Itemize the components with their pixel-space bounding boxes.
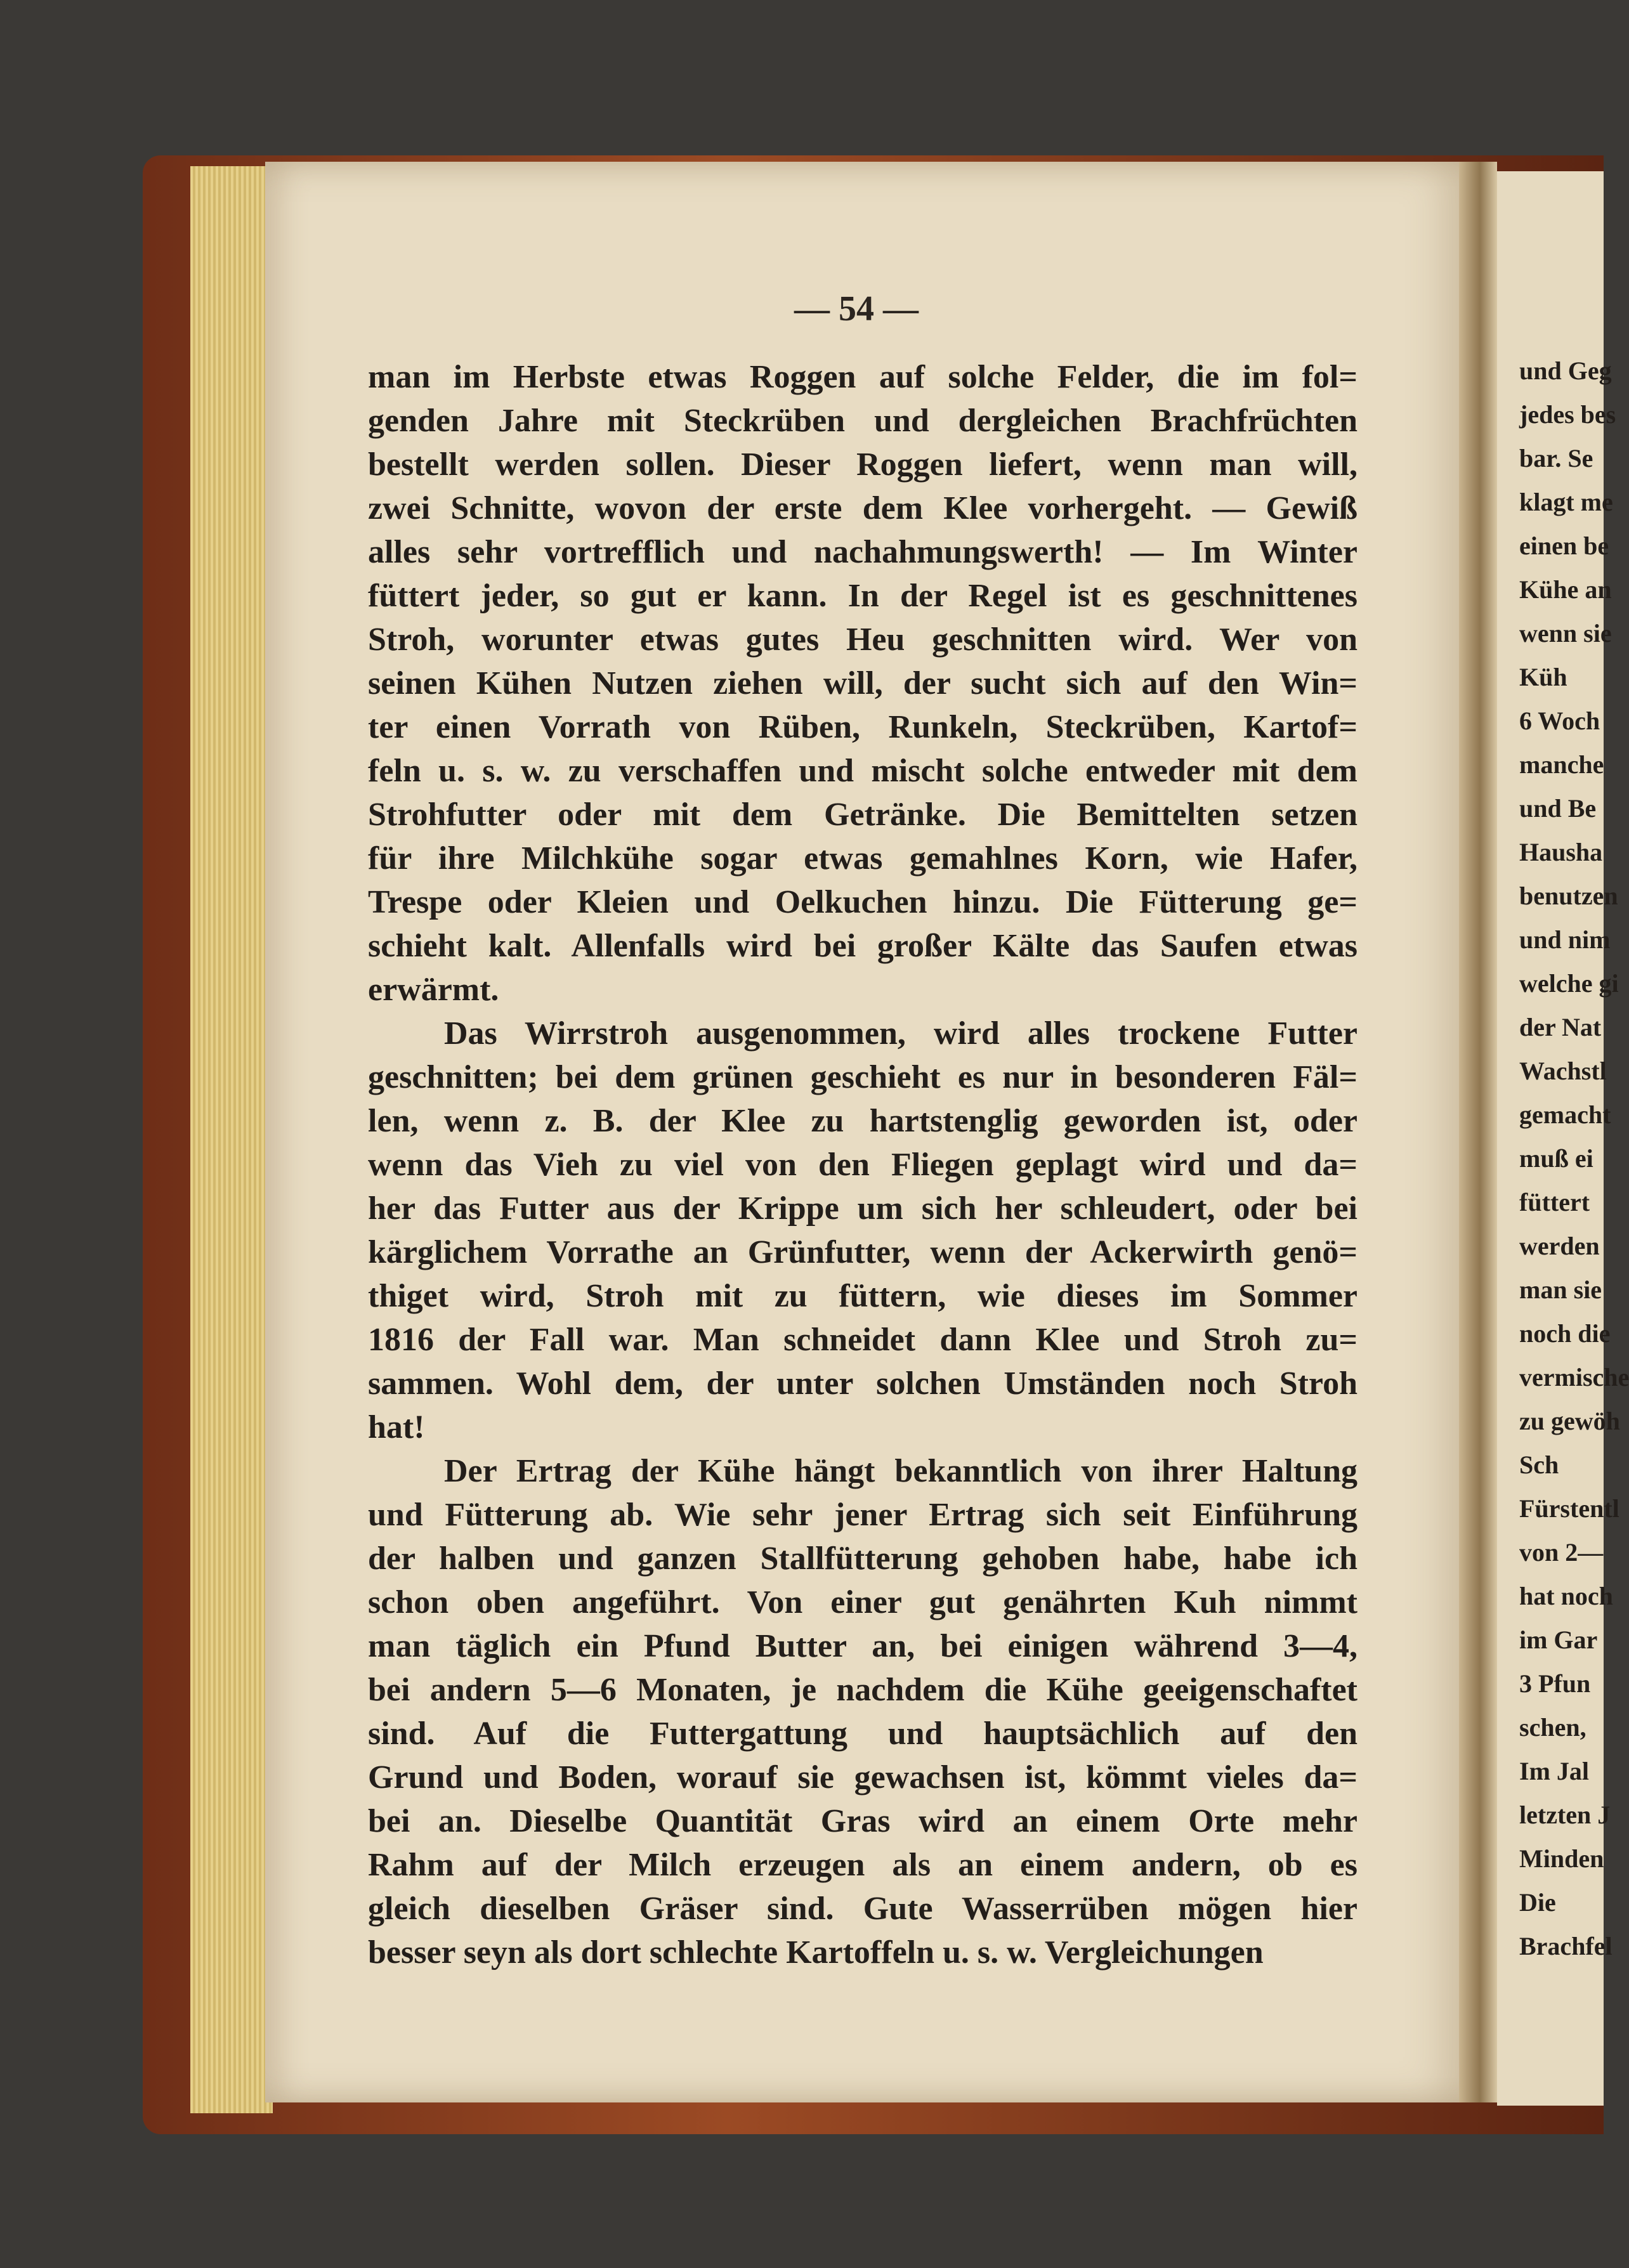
text-line: schieht kalt. Allenfalls wird bei großer Kälte das Saufen etwas (368, 928, 1358, 964)
page-edges (190, 166, 273, 2113)
text-line: alles sehr vortrefflich und nachahmungswerth! — Im Winter (368, 534, 1358, 570)
text-line: Stroh, worunter etwas gutes Heu geschnitten wird. Wer von (368, 622, 1358, 658)
facing-page-line: jedes bes (1519, 400, 1616, 429)
book-gutter (1459, 162, 1497, 2102)
facing-page-line: Wachstl (1519, 1057, 1607, 1085)
facing-page-line: von 2— (1519, 1538, 1604, 1567)
facing-page-line: vermische (1519, 1363, 1629, 1391)
text-line: besser seyn als dort schlechte Kartoffeln u. s. w. Vergleichungen (368, 1934, 1264, 1971)
text-line: man im Herbste etwas Roggen auf solche Felder, die im fol= (368, 359, 1358, 395)
facing-page-line: einen be (1519, 531, 1609, 560)
text-line: bei andern 5—6 Monaten, je nachdem die Kühe geeigenschaftet (368, 1672, 1358, 1708)
text-line: 1816 der Fall war. Man schneidet dann Klee und Stroh zu= (368, 1322, 1358, 1358)
text-line: wenn das Vieh zu viel von den Fliegen geplagt wird und da= (368, 1147, 1358, 1183)
text-line: Grund und Boden, worauf sie gewachsen ist, kömmt vieles da= (368, 1759, 1358, 1796)
facing-page-line: Im Jal (1519, 1757, 1589, 1785)
facing-page-line: zu gewöh (1519, 1407, 1620, 1435)
page-body-text (368, 355, 1358, 1974)
text-line: bestellt werden sollen. Dieser Roggen liefert, wenn man will, (368, 446, 1358, 483)
facing-page-line: man sie (1519, 1275, 1602, 1304)
text-line: Der Ertrag der Kühe hängt bekanntlich von ihrer Haltung (444, 1453, 1358, 1489)
facing-page-line: Küh (1519, 663, 1567, 691)
facing-page-line: manche (1519, 750, 1604, 779)
facing-page-line: und Be (1519, 794, 1597, 823)
facing-page-line: 3 Pfun (1519, 1669, 1591, 1698)
text-line: Das Wirrstroh ausgenommen, wird alles trockene Futter (444, 1015, 1358, 1052)
text-line: man täglich ein Pfund Butter an, bei einigen während 3—4, (368, 1628, 1358, 1664)
text-line: erwärmt. (368, 972, 499, 1008)
text-line: Rahm auf der Milch erzeugen als an einem andern, ob es (368, 1847, 1358, 1883)
text-line: und Fütterung ab. Wie sehr jener Ertrag sich seit Einführung (368, 1497, 1358, 1533)
text-line: für ihre Milchkühe sogar etwas gemahlnes Korn, wie Hafer, (368, 840, 1358, 877)
facing-page-line: 6 Woch (1519, 707, 1600, 735)
text-line: genden Jahre mit Steckrüben und dergleichen Brachfrüchten (368, 403, 1358, 439)
facing-page-line: Kühe an (1519, 575, 1612, 604)
facing-page-line: Fürstentl (1519, 1494, 1619, 1523)
facing-page-line: im Gar (1519, 1626, 1598, 1654)
facing-page-line: Minden (1519, 1844, 1604, 1873)
facing-page-text (1519, 349, 1629, 1968)
text-line: hat! (368, 1409, 425, 1445)
text-line: seinen Kühen Nutzen ziehen will, der sucht sich auf den Win= (368, 665, 1358, 701)
facing-page-line: Die (1519, 1888, 1556, 1917)
text-line: kärglichem Vorrathe an Grünfutter, wenn der Ackerwirth genö= (368, 1234, 1358, 1270)
facing-page-line: hat noch (1519, 1582, 1613, 1610)
text-line: füttert jeder, so gut er kann. In der Regel ist es geschnittenes (368, 578, 1358, 614)
facing-page-line: letzten J (1519, 1801, 1611, 1829)
facing-page-line: der Nat (1519, 1013, 1602, 1041)
facing-page-line: benutzen (1519, 882, 1618, 910)
facing-page-line: füttert (1519, 1188, 1590, 1216)
facing-page-line: werden (1519, 1232, 1600, 1260)
text-line: feln u. s. w. zu verschaffen und mischt solche entweder mit dem (368, 753, 1358, 789)
facing-page-line: wenn sie (1519, 619, 1612, 648)
text-line: her das Futter aus der Krippe um sich her schleudert, oder bei (368, 1190, 1358, 1227)
facing-page-line: gemacht (1519, 1100, 1611, 1129)
text-line: Strohfutter oder mit dem Getränke. Die Bemittelten setzen (368, 797, 1358, 833)
text-line: der halben und ganzen Stallfütterung gehoben habe, habe ich (368, 1541, 1358, 1577)
text-line: ter einen Vorrath von Rüben, Runkeln, Steckrüben, Kartof= (368, 709, 1358, 745)
facing-page-line: und nim (1519, 925, 1611, 954)
facing-page-line: klagt me (1519, 488, 1613, 516)
facing-page-line: welche gi (1519, 969, 1619, 998)
facing-page-line: noch die (1519, 1319, 1611, 1348)
facing-page-line: muß ei (1519, 1144, 1593, 1173)
text-line: gleich dieselben Gräser sind. Gute Wasserrüben mögen hier (368, 1891, 1358, 1927)
page-number: — 54 — (794, 289, 919, 329)
text-line: zwei Schnitte, wovon der erste dem Klee vorhergeht. — Gewiß (368, 490, 1358, 526)
facing-page-line: Hausha (1519, 838, 1603, 866)
text-line: schon oben angeführt. Von einer gut genährten Kuh nimmt (368, 1584, 1358, 1620)
text-line: sammen. Wohl dem, der unter solchen Umständen noch Stroh (368, 1365, 1358, 1402)
facing-page-line: Brachfel (1519, 1932, 1613, 1960)
text-line: sind. Auf die Futtergattung und hauptsächlich auf den (368, 1716, 1358, 1752)
facing-page-line: Sch (1519, 1450, 1559, 1479)
text-line: thiget wird, Stroh mit zu füttern, wie dieses im Sommer (368, 1278, 1358, 1314)
text-line: len, wenn z. B. der Klee zu hartstenglig geworden ist, oder (368, 1103, 1358, 1139)
text-line: geschnitten; bei dem grünen geschieht es nur in besonderen Fäl= (368, 1059, 1358, 1095)
facing-page-line: schen, (1519, 1713, 1586, 1742)
text-line: bei an. Dieselbe Quantität Gras wird an einem Orte mehr (368, 1803, 1358, 1839)
text-line: Trespe oder Kleien und Oelkuchen hinzu. Die Fütterung ge= (368, 884, 1358, 920)
facing-page-line: und Geg (1519, 356, 1612, 385)
facing-page-line: bar. Se (1519, 444, 1593, 472)
